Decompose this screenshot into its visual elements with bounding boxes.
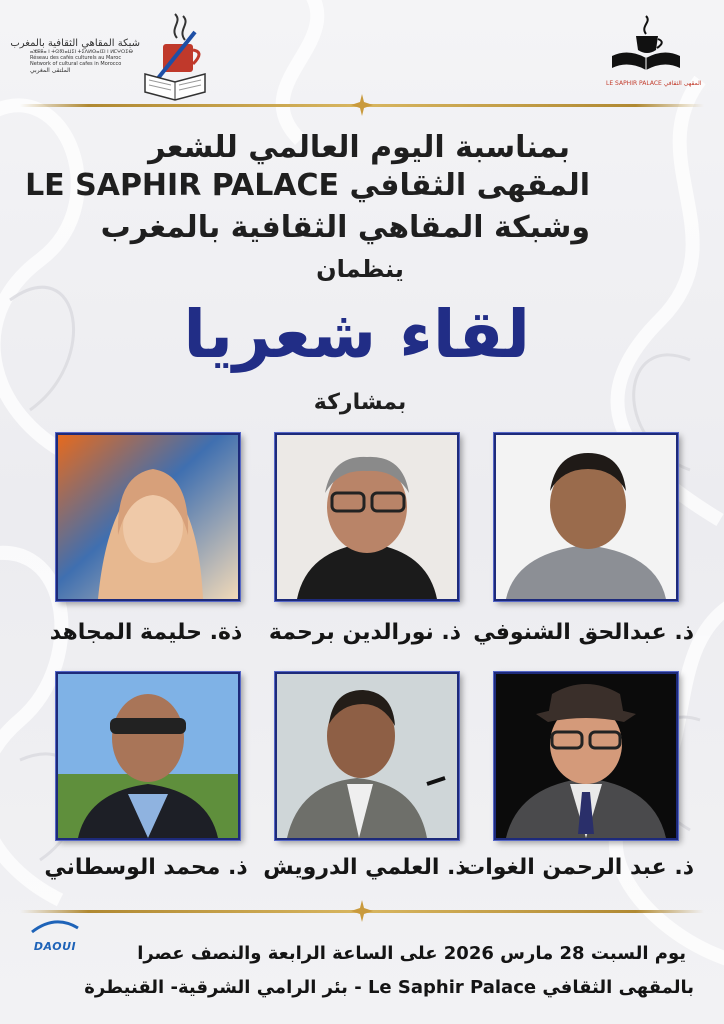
le-saphir-palace-logo (606, 14, 702, 87)
event-date-time: يوم السبت 28 مارس 2026 على الساعة الرابعة والنصف عصرا (137, 943, 686, 964)
participant-photo-halima (56, 433, 240, 601)
le-saphir-palace-logo-text: LE SAPHIR PALACE المقهى الثقافي (606, 80, 702, 87)
participant-name-alami: ذ. العلمي الدرويش (263, 855, 467, 880)
bottom-star-ornament (351, 900, 373, 922)
participant-name-abderrahmane: ذ. عبد الرحمن الغوات (463, 855, 694, 880)
network-name-tifinagh: ⴰⵣⵟⵟⴰ ⵏ ⵜⵙⴳⵏⴰⵡⵉⵏ ⵜⵉⴷⵍⵙⴰⵏⵉⵏ ⵏ ⵍⵎⵖⵔⵉⴱ (30, 49, 133, 55)
participant-name-abdelhak: ذ. عبدالحق الشنوفي (473, 620, 694, 645)
event-title: لقاء شعريا (183, 296, 530, 373)
cultural-cafes-network-logo (10, 38, 140, 74)
participant-name-halima: ذة. حليمة المجاهد (49, 620, 243, 645)
daoui-logo-text: DAOUI (33, 940, 77, 953)
participant-name-mohamed: ذ. محمد الوسطاني (44, 855, 248, 880)
participation-line: بمشاركة (313, 390, 407, 415)
coffee-book-icon (135, 12, 210, 102)
daoui-logo (20, 918, 90, 953)
participant-photo-abderrahmane (494, 672, 678, 840)
network-name-french: Réseau des cafés culturels au Maroc (30, 55, 122, 61)
network-name-arabic: شبكة المقاهي الثقافية بالمغرب (10, 38, 140, 49)
participant-photo-alami (275, 672, 459, 840)
top-star-ornament (351, 94, 373, 116)
participant-photo-mohamed (56, 672, 240, 840)
cafe-cup-icon (608, 14, 684, 76)
participant-name-nourdine: ذ. نورالدين برحمة (268, 620, 462, 645)
occasion-line: بمناسبة اليوم العالمي للشعر (148, 130, 570, 165)
organizer-cafe-line: المقهى الثقافي LE SAPHIR PALACE (25, 168, 590, 203)
network-sub-arabic: الملتقى المغربي (30, 67, 71, 74)
network-name-english: Network of cultural cafes in Morocco (30, 61, 122, 67)
daoui-swoosh-icon (30, 918, 80, 936)
participant-photo-abdelhak (494, 433, 678, 601)
organize-line: ينظمان (316, 255, 404, 283)
organizer-network-line: وشبكة المقاهي الثقافية بالمغرب (100, 210, 590, 245)
participant-photo-nourdine (275, 433, 459, 601)
event-venue: بالمقهى الثقافي Le Saphir Palace - بئر الرامي الشرقية- القنيطرة (84, 977, 694, 998)
